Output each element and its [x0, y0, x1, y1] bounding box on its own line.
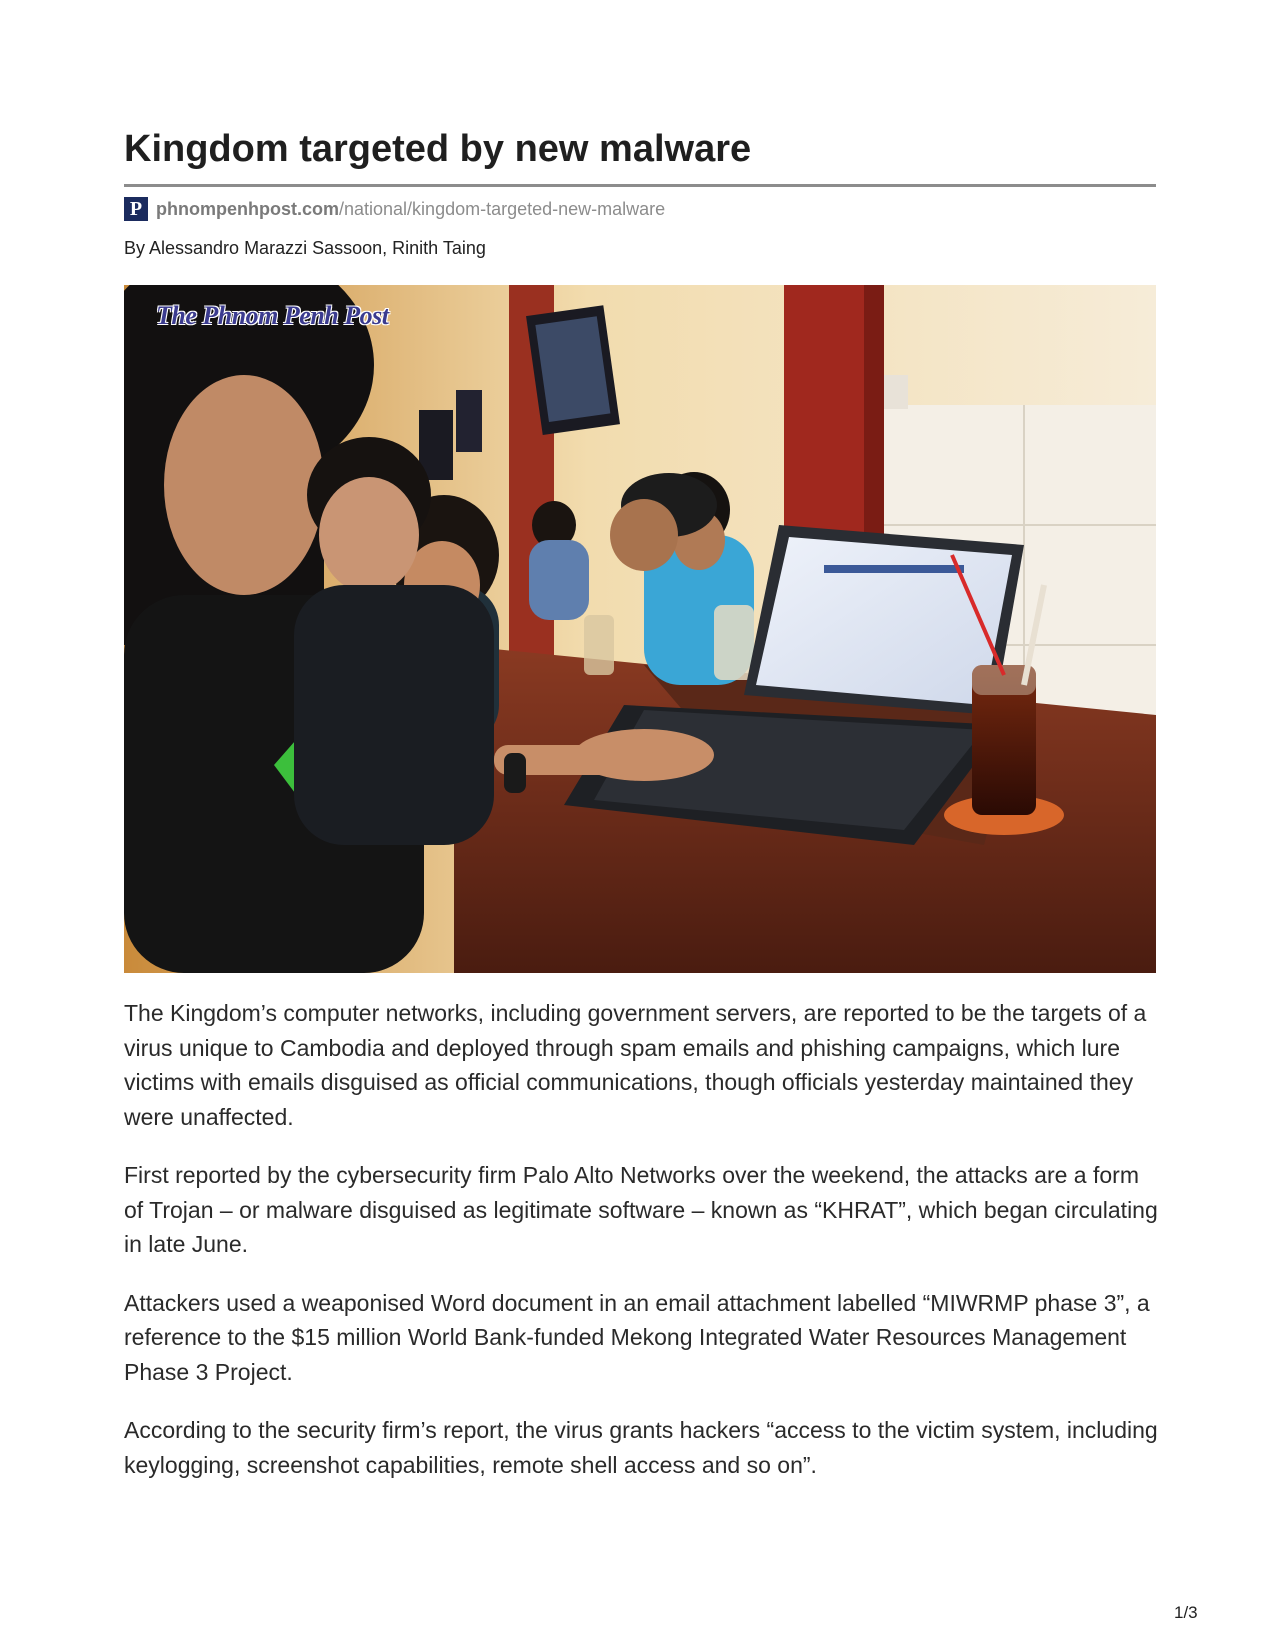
- article-paragraph: The Kingdom’s computer networks, including government servers, are reported to be the targets of a virus unique to Cambodia and deployed through spam emails and phishing campaigns, which lure victims with emails disguised as official communications, though officials yesterday maintained they were unaffected.: [124, 1000, 1147, 1130]
- article-title: Kingdom targeted by new malware: [124, 128, 752, 170]
- article-body: [124, 996, 1164, 1506]
- article-paragraph: First reported by the cybersecurity firm Palo Alto Networks over the weekend, the attacks are a form of Trojan – or malware disguised as legitimate software – known as “KHRAT”, which began circulating in late June.: [124, 1162, 1158, 1257]
- article-byline: By Alessandro Marazzi Sassoon, Rinith Taing: [124, 238, 486, 258]
- page-number: 1/3: [1174, 1603, 1198, 1622]
- phnompenhpost-logo-icon: P: [124, 197, 148, 221]
- article-paragraph: Attackers used a weaponised Word document in an email attachment labelled “MIWRMP phase 3”, a reference to the $15 million World Bank-funded Mekong Integrated Water Resources Management Phase 3 Project.: [124, 1289, 1150, 1385]
- watermark-text: The Phnom Penh Post: [156, 301, 389, 330]
- article-paragraph: According to the security firm’s report, the virus grants hackers “access to the victim system, including keylogging, screenshot capabilities, remote shell access and so on”.: [124, 1417, 1158, 1478]
- source-domain: phnompenhpost.com: [156, 198, 339, 219]
- article-photo: [124, 285, 1156, 973]
- photo-illustration: [124, 285, 1156, 973]
- source-link[interactable]: [124, 197, 665, 221]
- title-divider: [124, 184, 1156, 187]
- photo-watermark: [138, 297, 389, 337]
- source-path: /national/kingdom-targeted-new-malware: [339, 198, 666, 219]
